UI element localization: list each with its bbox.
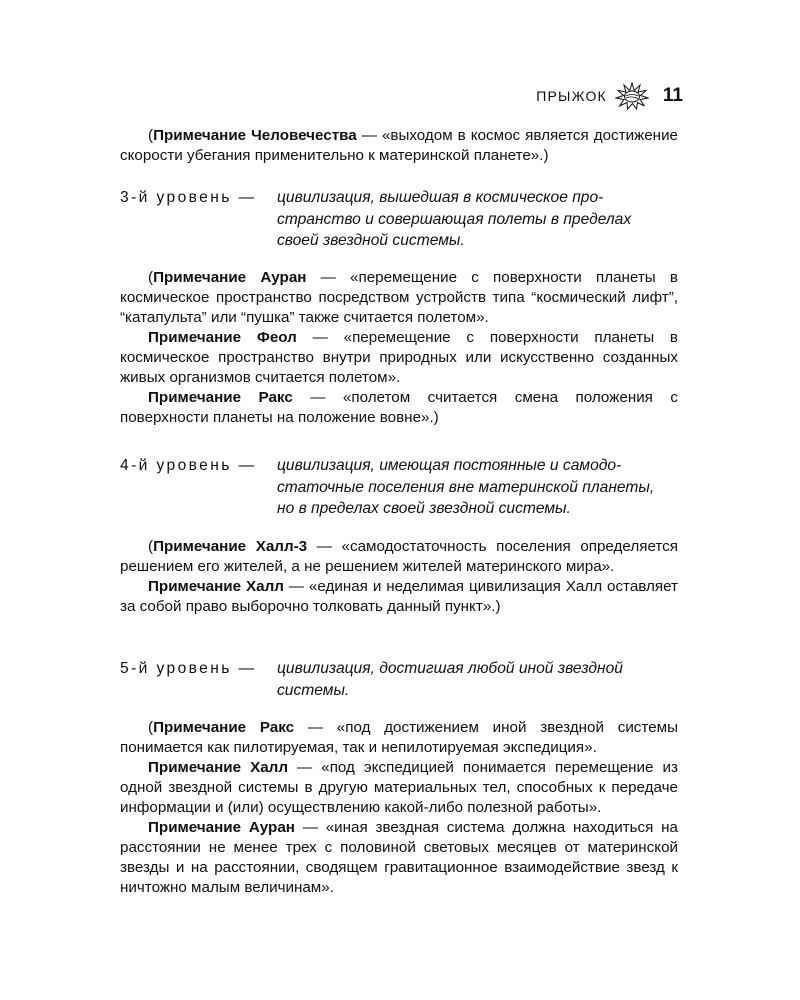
- note-author: Примечание Халл: [148, 759, 288, 776]
- note-paragraph: [120, 388, 678, 428]
- note-author: Примечание Человечества: [153, 127, 357, 144]
- note-text: — «перемещение с поверхности планеты в космическое пространство посредством устройств типа “космический лифт”, “катапульта” или “пушка” также считается полетом».: [120, 269, 678, 326]
- running-head: [536, 82, 683, 110]
- open-paren: (: [148, 269, 154, 286]
- note-paragraph: [120, 537, 678, 577]
- note-paragraph: [120, 126, 678, 166]
- level-label: 5-й уровень —: [120, 660, 257, 677]
- level-4-definition: [120, 455, 678, 520]
- level-label: 3-й уровень —: [120, 189, 257, 206]
- note-text: — «перемещение с поверхности планеты в космическое пространство внутри природных или искусственно созданных живых организмов считается полетом».: [120, 329, 679, 386]
- note-text: — «под достижением иной звездной системы понимается как пилотируемая, так и непилотируемая экспедиция».: [120, 719, 678, 756]
- note-text: — «под экспедицией понимается перемещение из одной звездной системы в другую материальных тел, способных к передаче информации и (или) осуществлению какой-либо полезной работы».: [120, 759, 678, 816]
- note-paragraph: [120, 818, 678, 898]
- note-author: Примечание Ракс: [153, 719, 295, 736]
- notes-block-level-3: [120, 268, 678, 428]
- note-paragraph: [120, 268, 678, 328]
- level-5-definition: [120, 658, 678, 701]
- note-text: — «полетом считается смена положения с поверхности планеты на положение вовне».): [120, 389, 678, 426]
- notes-block-level-5: [120, 718, 678, 898]
- open-paren: (: [148, 719, 154, 736]
- level-label: 4-й уровень —: [120, 457, 257, 474]
- note-text: — «самодостаточность поселения определяется решением его жителей, а не решением жителей материнского мира».: [120, 538, 678, 575]
- note-author: Примечание Ракс: [148, 389, 293, 406]
- note-block-humanity: [120, 126, 678, 166]
- open-paren: (: [148, 127, 154, 144]
- note-author: Примечание Ауран: [148, 819, 295, 836]
- note-paragraph: [120, 758, 678, 818]
- note-author: Примечание Феол: [148, 329, 297, 346]
- note-author: Примечание Халл-3: [153, 538, 308, 555]
- level-description: цивилизация, достигшая любой иной звездной системы.: [277, 660, 623, 699]
- notes-block-level-4: [120, 537, 678, 617]
- note-paragraph: [120, 718, 678, 758]
- note-text: — «единая и неделимая цивилизация Халл оставляет за собой право выборочно толковать данный пункт».): [120, 578, 678, 615]
- note-text: — «выходом в космос является достижение скорости убегания применительно к материнской планете».): [120, 127, 678, 164]
- note-author: Примечание Ауран: [153, 269, 307, 286]
- level-description: цивилизация, вышедшая в космическое про- странство и совершающая полеты в пределах своей звездной системы.: [277, 189, 632, 249]
- open-paren: (: [148, 538, 154, 555]
- page-number: 11: [662, 85, 683, 106]
- note-paragraph: [120, 328, 678, 388]
- note-author: Примечание Халл: [148, 578, 284, 595]
- note-text: — «иная звездная система должна находиться на расстоянии не менее трех с половиной световых месяцев от материнской звезды и на расстоянии, сводящем гравитационное взаимодействие звезд к ничтожно малым величинам».: [120, 819, 678, 896]
- running-title: ПРЫЖОК: [536, 88, 607, 104]
- note-paragraph: [120, 577, 678, 617]
- level-3-definition: [120, 187, 678, 252]
- sunburst-icon: [615, 82, 649, 110]
- level-description: цивилизация, имеющая постоянные и самодо- статочные поселения вне материнской планеты, но в пределах своей звездной системы.: [277, 457, 655, 517]
